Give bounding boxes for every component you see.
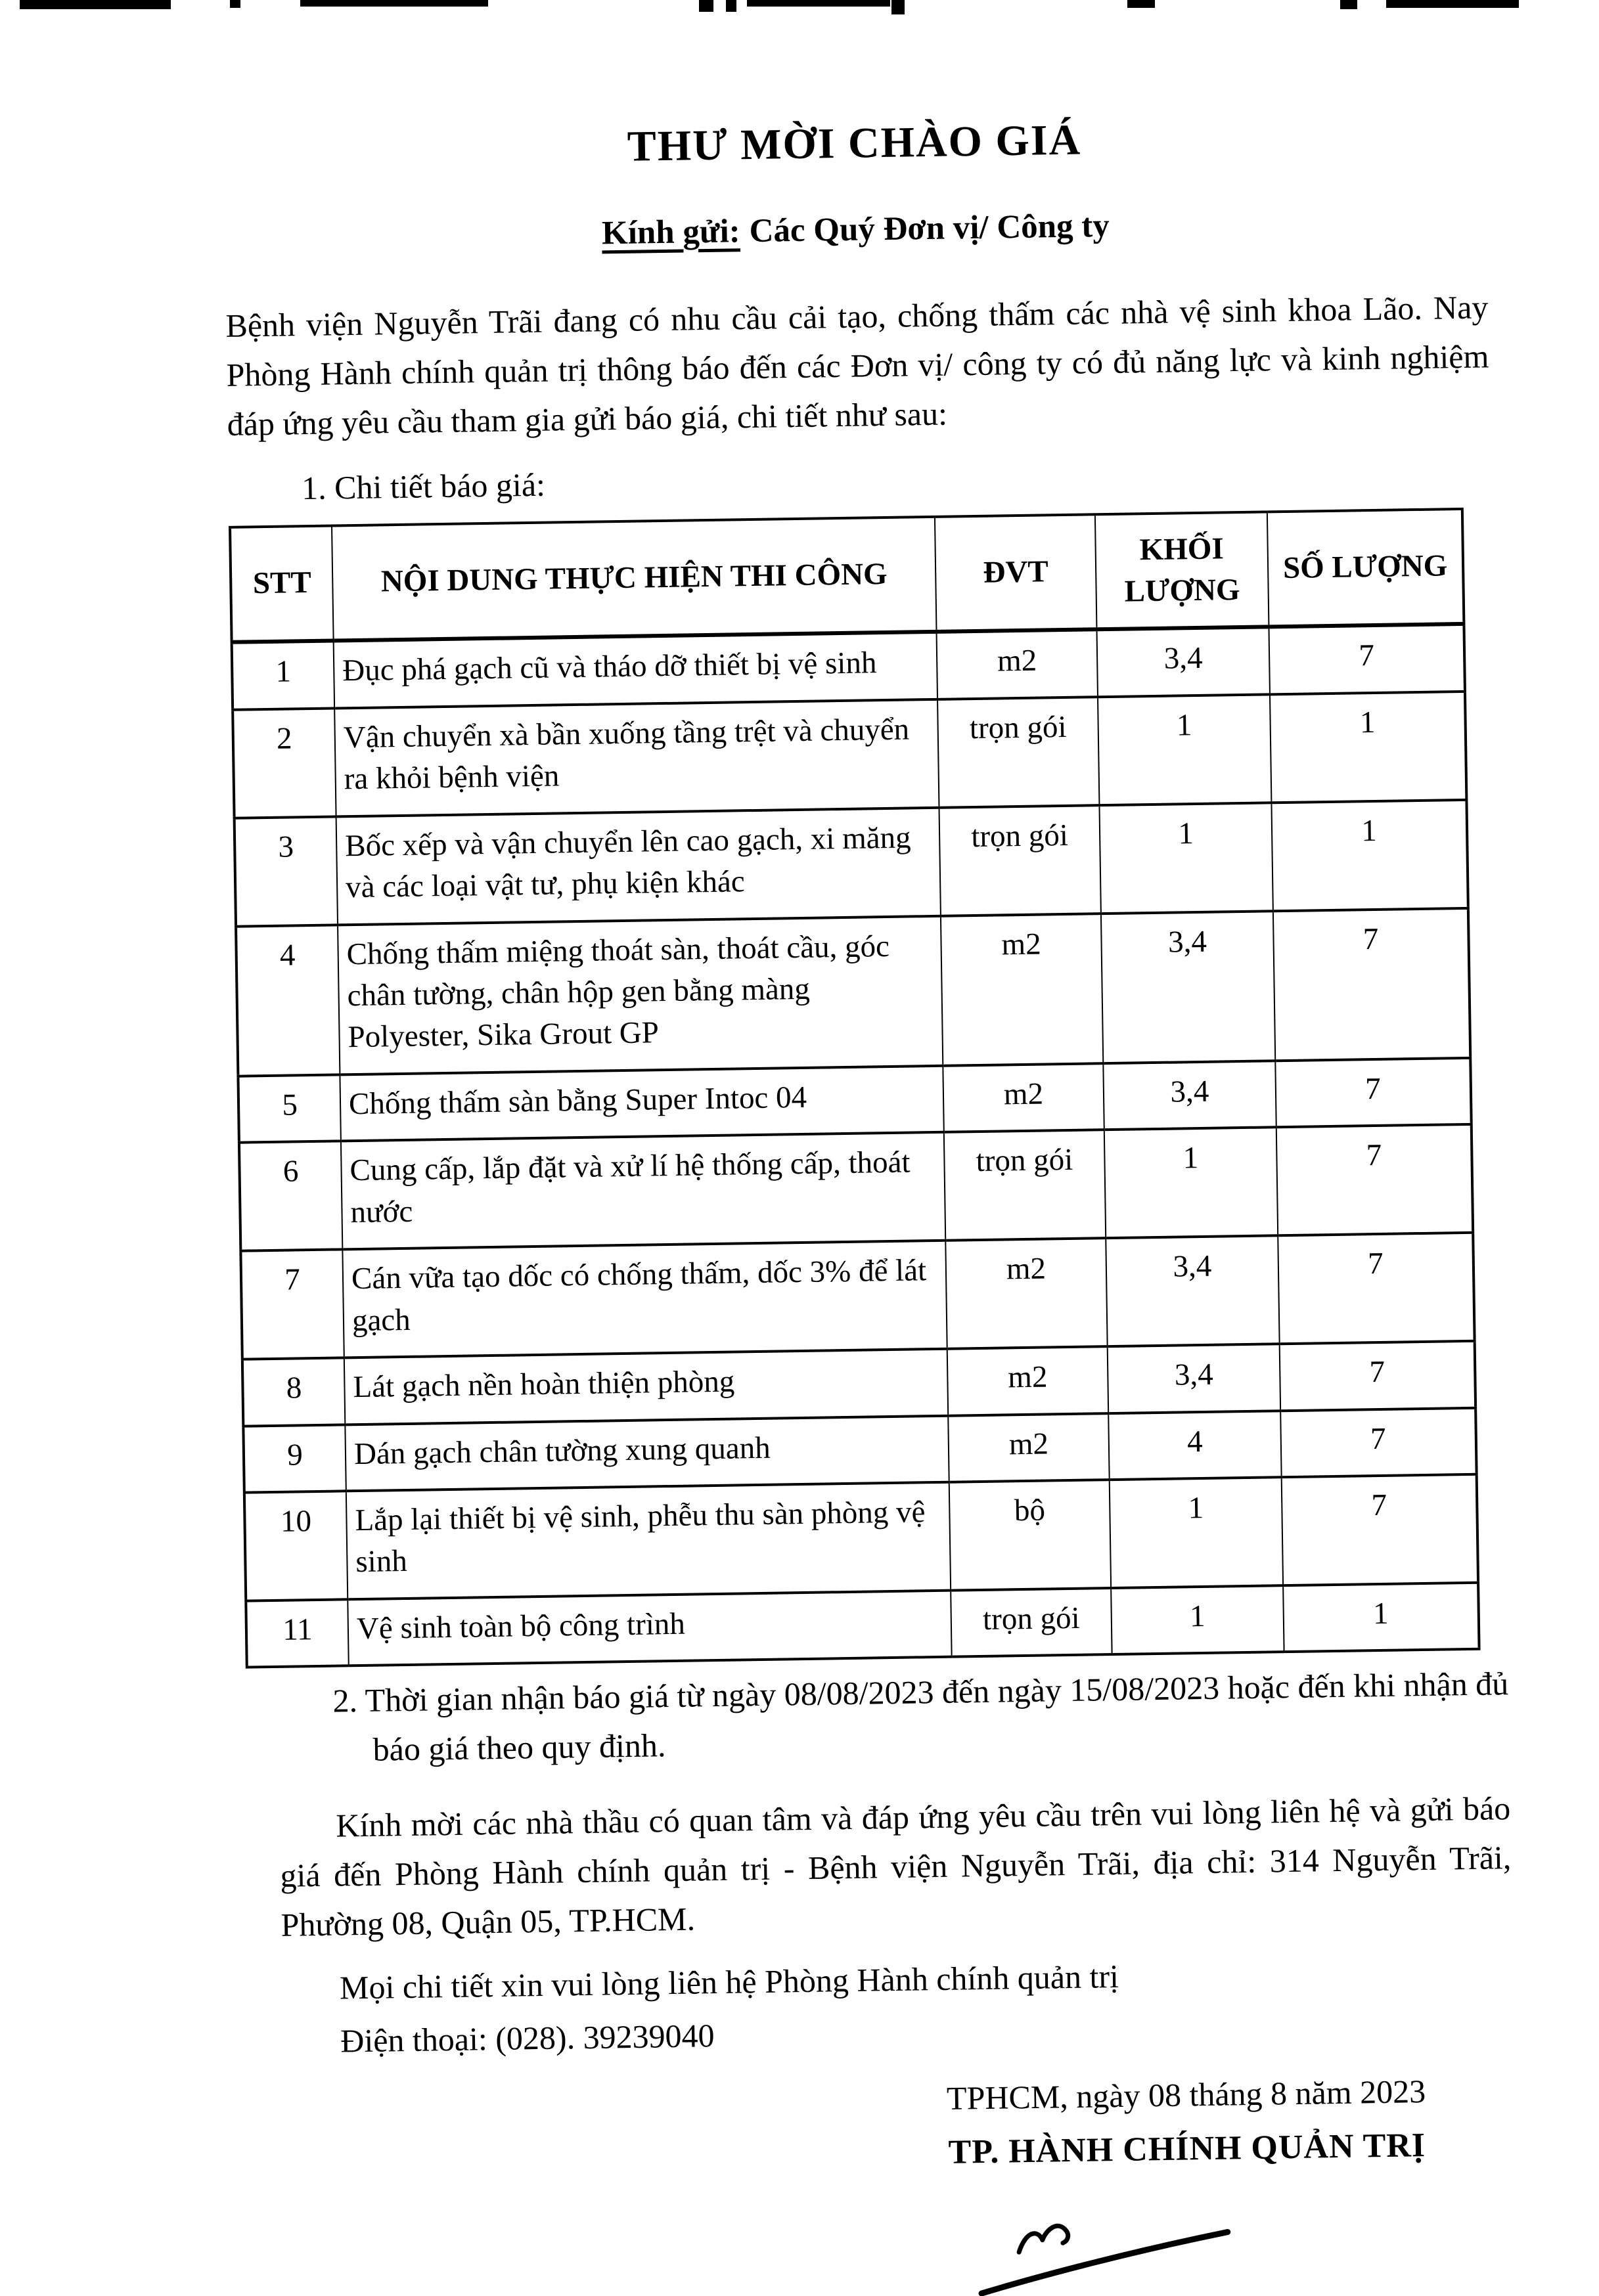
scan-artifact-bar (1340, 0, 1357, 9)
cell-stt: 6 (239, 1141, 342, 1251)
cell-dvt: m2 (947, 1346, 1108, 1415)
table-row (240, 1233, 1474, 1359)
cell-khoi-luong: 1 (1104, 1128, 1278, 1239)
cell-dvt: m2 (945, 1238, 1107, 1348)
cell-so-luong: 7 (1278, 1233, 1474, 1344)
scan-artifact-bar (20, 0, 171, 9)
cell-so-luong: 1 (1283, 1583, 1479, 1652)
cell-so-luong: 7 (1269, 624, 1464, 694)
scan-artifact-bar (1127, 0, 1155, 8)
scan-artifact-bar (699, 0, 713, 12)
table-row (244, 1474, 1478, 1601)
cell-content: Dán gạch chân tường xung quanh (345, 1415, 949, 1491)
cell-content: Lắp lại thiết bị vệ sinh, phễu thu sàn phòng vệ sinh (346, 1482, 951, 1599)
cell-content: Vệ sinh toàn bộ công trình (348, 1591, 951, 1666)
header-content: NỘI DUNG THỰC HIỆN THI CÔNG (332, 516, 937, 640)
header-khoi-luong: KHỐI LƯỢNG (1095, 512, 1269, 630)
cell-dvt: trọn gói (944, 1130, 1106, 1240)
scan-artifact-bar (726, 0, 736, 12)
cell-stt: 5 (238, 1074, 340, 1143)
invitation-paragraph: Kính mời các nhà thầu có quan tâm và đáp ứng yêu cầu trên vui lòng liên hệ và gửi báo giá đến Phòng Hành chính quản trị - Bệnh viện Nguyễn Trãi, địa chỉ: 314 Nguyễn Trãi, Phường 08, Quận 05, TP.HCM. (280, 1790, 1512, 1944)
cell-khoi-luong: 1 (1099, 803, 1272, 914)
table-row (239, 1124, 1473, 1251)
cell-khoi-luong: 1 (1110, 1477, 1283, 1588)
section-1-heading: 1. Chi tiết báo giá: (301, 466, 546, 506)
quotation-table-header (230, 508, 1464, 642)
contact-line: Mọi chi tiết xin vui lòng liên hệ Phòng Hành chính quản trị (339, 1958, 1119, 2006)
table-row (233, 692, 1466, 818)
date-line: TPHCM, ngày 08 tháng 8 năm 2023 (946, 2073, 1426, 2117)
cell-so-luong: 7 (1282, 1474, 1478, 1585)
cell-content: Cung cấp, lắp đặt và xử lí hệ thống cấp, thoát nước (341, 1132, 945, 1249)
scan-artifact-bar (891, 0, 905, 14)
quotation-table-body (232, 624, 1479, 1667)
signer-title: TP. HÀNH CHÍNH QUẢN TRỊ (948, 2127, 1426, 2172)
cell-so-luong: 1 (1271, 800, 1468, 911)
cell-dvt: m2 (943, 1063, 1104, 1132)
cell-content: Chống thấm sàn bằng Super Intoc 04 (340, 1066, 943, 1141)
cell-khoi-luong: 1 (1111, 1585, 1284, 1654)
cell-stt: 9 (243, 1424, 346, 1493)
cell-khoi-luong: 3,4 (1101, 911, 1275, 1063)
header-so-luong: SỐ LƯỢNG (1267, 508, 1464, 627)
cell-dvt: m2 (937, 630, 1098, 699)
cell-so-luong: 1 (1270, 692, 1466, 803)
cell-stt: 3 (235, 816, 338, 926)
handwritten-signature (920, 2197, 1264, 2296)
cell-dvt: trọn gói (951, 1588, 1112, 1657)
table-header-row (230, 508, 1464, 642)
header-stt: STT (230, 525, 334, 642)
salutation-recipient: Các Quý Đơn vị/ Công ty (749, 207, 1110, 250)
header-dvt: ĐVT (935, 514, 1097, 632)
cell-content: Bốc xếp và vận chuyển lên cao gạch, xi măng và các loại vật tư, phụ kiện khác (336, 808, 941, 925)
cell-dvt: bộ (949, 1480, 1111, 1590)
cell-stt: 4 (236, 925, 340, 1076)
cell-so-luong: 7 (1280, 1407, 1476, 1477)
cell-khoi-luong: 4 (1108, 1411, 1281, 1480)
cell-stt: 11 (246, 1599, 348, 1667)
cell-khoi-luong: 3,4 (1106, 1235, 1279, 1346)
intro-paragraph: Bệnh viện Nguyễn Trãi đang có nhu cầu cải tạo, chống thấm các nhà vệ sinh khoa Lão. Nay Phòng Hành chính quản trị thông báo đến các Đơn vị/ công ty có đủ năng lực và kinh nghiệm đáp ứng yêu cầu tham gia gửi báo giá, chi tiết như sau: (225, 288, 1489, 443)
salutation-line (224, 195, 1487, 264)
cell-so-luong: 7 (1280, 1341, 1475, 1411)
cell-dvt: trọn gói (939, 805, 1100, 916)
table-row (236, 908, 1470, 1076)
scan-artifact-bar (300, 0, 488, 7)
page-title: THƯ MỜI CHÀO GIÁ (627, 116, 1082, 171)
cell-content: Lát gạch nền hoàn thiện phòng (344, 1349, 948, 1424)
cell-dvt: m2 (941, 914, 1103, 1066)
cell-khoi-luong: 1 (1098, 694, 1271, 805)
quotation-table (229, 507, 1481, 1668)
phone-line: Điện thoại: (028). 39239040 (340, 2017, 715, 2060)
scan-artifact-bar (230, 0, 240, 8)
cell-stt: 8 (242, 1358, 345, 1426)
scan-artifact-bar (747, 0, 890, 7)
section-2-paragraph: 2. Thời gian nhận báo giá từ ngày 08/08/2023 đến ngày 15/08/2023 hoặc đến khi nhận đủ báo giá theo quy định. (332, 1665, 1509, 1769)
scan-artifact-bar (1386, 0, 1519, 8)
table-row (235, 800, 1468, 927)
salutation-label: Kính gửi: (601, 213, 741, 252)
cell-khoi-luong: 3,4 (1096, 627, 1269, 697)
cell-content: Cán vữa tạo dốc có chống thấm, dốc 3% để lát gạch (342, 1241, 947, 1358)
cell-content: Chống thấm miệng thoát sàn, thoát cầu, góc chân tường, chân hộp gen bằng màng Polyester, Sika Grout GP (338, 916, 943, 1074)
cell-stt: 1 (232, 641, 335, 710)
cell-dvt: m2 (948, 1413, 1109, 1482)
cell-so-luong: 7 (1273, 908, 1470, 1061)
cell-content: Vận chuyển xà bần xuống tầng trệt và chuyển ra khỏi bệnh viện (334, 699, 939, 816)
cell-stt: 2 (233, 708, 336, 818)
cell-stt: 10 (244, 1491, 348, 1601)
cell-so-luong: 7 (1276, 1124, 1473, 1235)
cell-stt: 7 (240, 1250, 344, 1359)
cell-khoi-luong: 3,4 (1108, 1344, 1280, 1413)
cell-so-luong: 7 (1275, 1058, 1471, 1128)
signature-block (857, 2065, 1519, 2296)
cell-content: Đục phá gạch cũ và tháo dỡ thiết bị vệ sinh (334, 632, 937, 708)
cell-dvt: trọn gói (937, 697, 1099, 807)
scan-artifacts (0, 0, 1599, 26)
cell-khoi-luong: 3,4 (1103, 1061, 1276, 1130)
